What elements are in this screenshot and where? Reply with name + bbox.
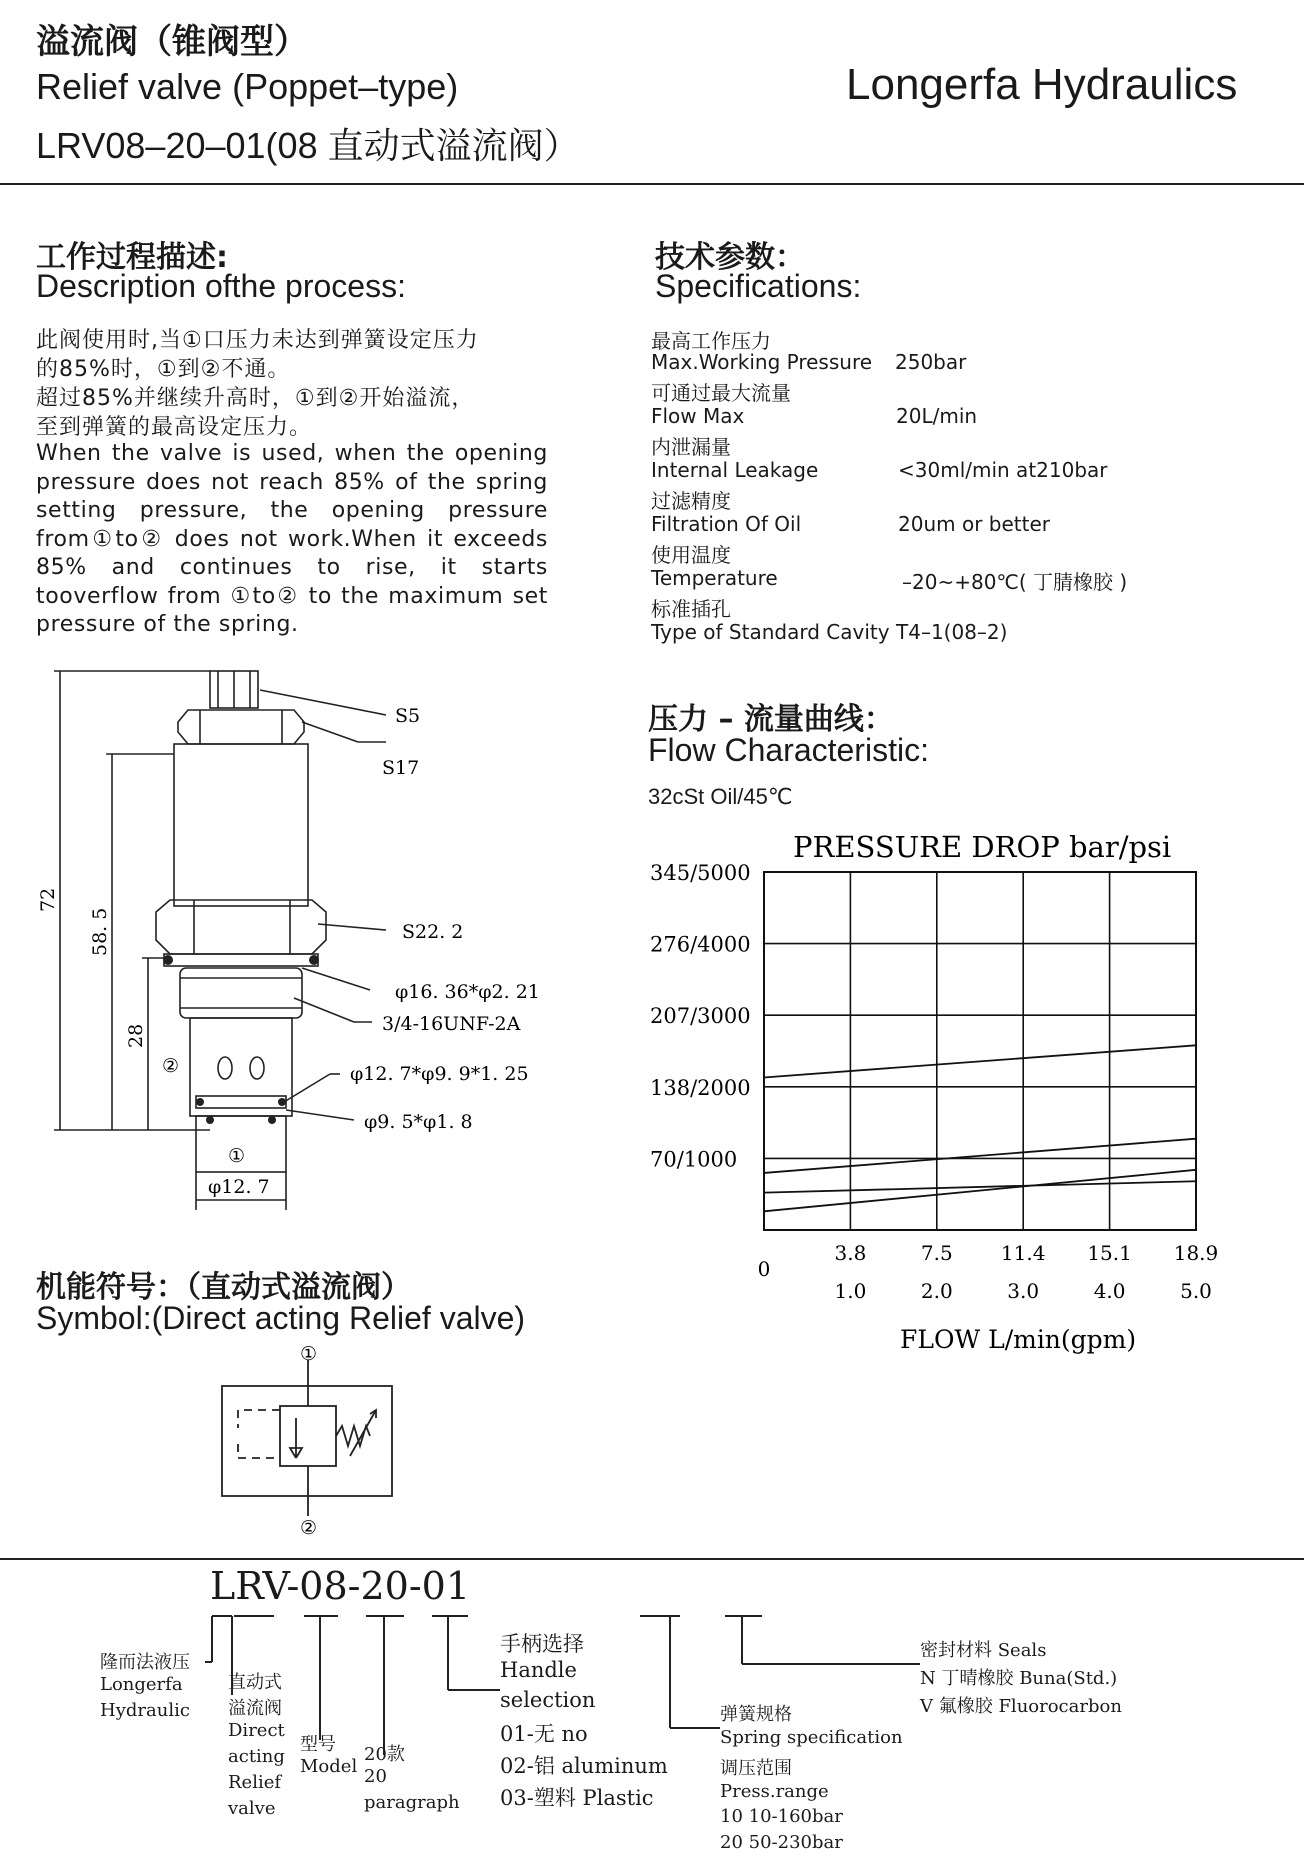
range-option: 20 50-230bar (720, 1832, 843, 1853)
symbol-port-2: ② (300, 1517, 318, 1539)
footer-divider (0, 1558, 1304, 1560)
handle-en: selection (500, 1688, 596, 1712)
brand-name: Longerfa Hydraulics (846, 60, 1238, 109)
paragraph-en: 20 (364, 1766, 387, 1787)
spec-label-zh: 过滤精度 (651, 489, 731, 513)
label-port-1: ① (228, 1145, 246, 1167)
seals-title: 密封材料 Seals (920, 1640, 1047, 1661)
flow-heading-zh: 压力 – 流量曲线： (648, 702, 894, 737)
spec-value: –20~+80℃( 丁腈橡胶 ) (902, 570, 1128, 594)
chart-x-tick-label-gpm: 2.0 (920, 1279, 953, 1303)
label-dim-28: 28 (125, 1023, 147, 1048)
label-dia-127: φ12. 7 (208, 1176, 270, 1198)
label-s17: S17 (382, 757, 420, 779)
chart-series-line (764, 1045, 1196, 1077)
spec-label-en: Type of Standard Cavity (651, 620, 890, 644)
chart-x-tick-label-gpm: 3.0 (1007, 1279, 1040, 1303)
chart-series-line (764, 1139, 1196, 1173)
handle-option: 01-无 no (500, 1722, 588, 1746)
type-en: valve (228, 1798, 276, 1819)
label-oring-12: φ12. 7*φ9. 9*1. 25 (350, 1063, 529, 1085)
type-zh: 溢流阀 (228, 1698, 282, 1719)
model-en: Model (300, 1756, 358, 1777)
flow-heading-en: Flow Characteristic: (648, 732, 929, 768)
spec-value: <30ml/min at210bar (898, 458, 1108, 482)
spec-value: T4–1(08–2) (896, 620, 1008, 644)
chart-x-tick-label-lpm: 18.9 (1173, 1241, 1219, 1265)
chart-x-tick-label-gpm: 1.0 (834, 1279, 867, 1303)
chart-x-tick-label-gpm: 4.0 (1093, 1279, 1126, 1303)
chart-y-tick-label: 276/4000 (650, 932, 751, 957)
spring-en: Spring specification (720, 1727, 903, 1748)
type-zh: 直动式 (228, 1672, 282, 1693)
range-zh: 调压范围 (720, 1758, 792, 1779)
handle-option: 02-铝 aluminum (500, 1754, 668, 1778)
spec-label-en: Max.Working Pressure (651, 350, 873, 374)
label-oring-9: φ9. 5*φ1. 8 (364, 1111, 473, 1133)
spec-label-zh: 标准插孔 (651, 597, 731, 621)
chart-x-tick-label-lpm: 3.8 (834, 1241, 867, 1265)
spec-label-en: Internal Leakage (651, 458, 819, 482)
header-divider (0, 183, 1304, 185)
relief-valve-symbol (210, 1343, 410, 1539)
spec-label-zh: 最高工作压力 (651, 329, 771, 353)
flow-chart (640, 820, 1240, 1360)
chart-y-tick-label: 345/5000 (650, 861, 751, 885)
spring-zh: 弹簧规格 (720, 1704, 792, 1725)
label-oring-16: φ16. 36*φ2. 21 (395, 981, 540, 1003)
symbol-heading-zh: 机能符号：（直动式溢流阀） (36, 1270, 411, 1305)
chart-y-tick-label: 70/1000 (650, 1147, 738, 1172)
label-dim-585: 58. 5 (89, 907, 111, 956)
spec-label-en: Temperature (651, 566, 778, 590)
chart-title: PRESSURE DROP bar/psi (793, 830, 1172, 864)
description-heading-zh: 工作过程描述: (36, 240, 228, 275)
type-en: acting (228, 1746, 285, 1767)
specifications-heading-zh: 技术参数： (655, 240, 805, 275)
brand-zh: 隆而法液压 (100, 1652, 190, 1673)
range-option: 10 10-160bar (720, 1806, 843, 1827)
title-model: LRV08–20–01(08 直动式溢流阀） (36, 125, 580, 166)
handle-option: 03-塑料 Plastic (500, 1786, 654, 1810)
label-s22: S22. 2 (402, 921, 464, 943)
label-s5: S5 (395, 705, 421, 727)
oil-spec: 32cSt Oil/45℃ (648, 784, 793, 809)
spec-value: 20um or better (898, 512, 1050, 536)
symbol-heading-en: Symbol:(Direct acting Relief valve) (36, 1300, 526, 1336)
handle-zh: 手柄选择 (500, 1632, 584, 1656)
type-en: Relief (228, 1772, 282, 1793)
title-english: Relief valve (Poppet–type) (36, 66, 459, 107)
spec-label-zh: 内泄漏量 (651, 435, 731, 459)
title-chinese: 溢流阀（锥阀型） (36, 22, 308, 62)
description-zh-line: 超过85%并继续升高时，①到②开始溢流， (36, 386, 475, 411)
chart-x-axis-label: FLOW L/min(gpm) (900, 1325, 1137, 1354)
spec-label-en: Filtration Of Oil (651, 512, 802, 536)
symbol-port-1: ① (300, 1343, 318, 1365)
ordering-code-connectors (0, 1600, 1304, 1866)
valve-cross-section-drawing (37, 650, 580, 1210)
description-zh-line: 此阀使用时,当①口压力未达到弹簧设定压力 (36, 328, 479, 353)
chart-y-tick-label: 207/3000 (650, 1004, 751, 1029)
description-english: When the valve is used, when the opening pressure does not reach 85% of the spring setting pressure, the opening pressure from①to② does not work.When it exceeds 85% and continues to rise, it starts tooverflow from ①to② to the maximum set pressure of the spring. (36, 441, 548, 637)
chart-x-tick-label-lpm: 11.4 (1000, 1241, 1046, 1265)
range-en: Press.range (720, 1781, 829, 1802)
spec-label-zh: 使用温度 (651, 543, 731, 567)
paragraph-en: paragraph (364, 1792, 460, 1813)
spec-value: 20L/min (896, 404, 978, 428)
seals-option: N 丁晴橡胶 Buna(Std.) (920, 1668, 1118, 1689)
chart-y-tick-label: 138/2000 (650, 1075, 751, 1100)
description-zh-line: 至到弹簧的最高设定压力。 (36, 415, 313, 440)
label-thread: 3/4-16UNF-2A (382, 1013, 521, 1035)
chart-x-tick-label-lpm: 7.5 (920, 1241, 953, 1265)
description-chinese (36, 326, 556, 442)
label-dim-72: 72 (37, 887, 59, 912)
seals-option: V 氟橡胶 Fluorocarbon (920, 1696, 1122, 1717)
chart-x-origin-label: 0 (757, 1257, 771, 1281)
chart-x-tick-label-gpm: 5.0 (1180, 1279, 1212, 1303)
brand-en: Longerfa (100, 1674, 183, 1695)
spec-label-zh: 可通过最大流量 (651, 381, 791, 405)
spec-value: 250bar (895, 350, 967, 374)
brand-en: Hydraulic (100, 1700, 190, 1721)
description-zh-line: 的85%时，①到②不通。 (36, 357, 291, 382)
description-heading-en: Description ofthe process: (36, 268, 406, 304)
model-zh: 型号 (300, 1734, 336, 1755)
label-port-2: ② (162, 1055, 180, 1077)
ordering-code: LRV-08-20-01 (210, 1564, 471, 1608)
type-en: Direct (228, 1720, 285, 1741)
specifications-heading-en: Specifications: (655, 268, 862, 304)
chart-x-tick-label-lpm: 15.1 (1087, 1241, 1132, 1265)
paragraph-zh: 20款 (364, 1744, 405, 1765)
spec-label-en: Flow Max (651, 404, 745, 428)
handle-en: Handle (500, 1658, 577, 1682)
